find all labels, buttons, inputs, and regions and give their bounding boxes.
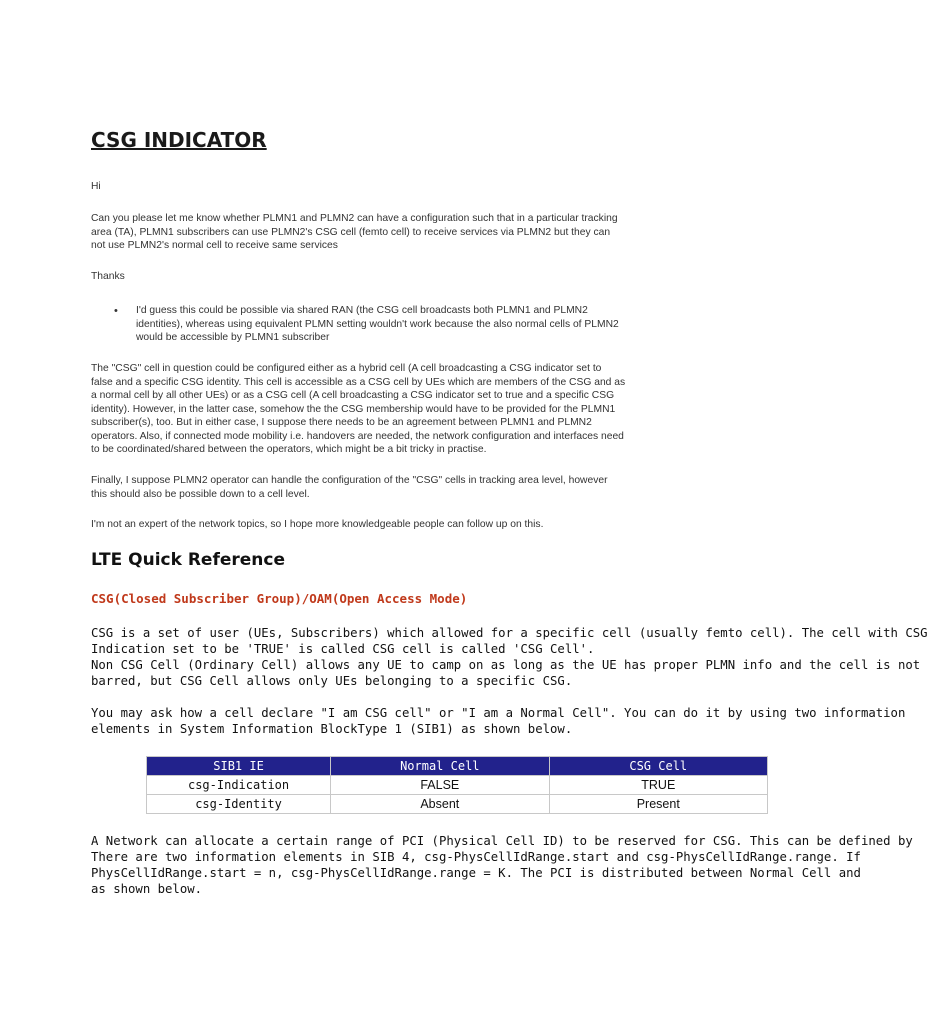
question-line: area (TA), PLMN1 subscribers can use PLMN2's CSG cell (femto cell) to receive services via PLMN2 but they can <box>91 226 611 238</box>
reference-paragraph-3 <box>91 833 913 897</box>
forum-paragraph-2 <box>91 474 608 501</box>
forum-paragraph-3: I'm not an expert of the network topics, so I hope more knowledgeable people can follow up on this. <box>91 519 544 530</box>
paragraph-line: Indication set to be 'TRUE' is called CSG cell is called 'CSG Cell'. <box>91 642 595 656</box>
paragraph-line: as shown below. <box>91 882 203 896</box>
table-header-cell: Normal Cell <box>331 757 549 776</box>
section-subheading: CSG(Closed Subscriber Group)/OAM(Open Access Mode) <box>91 591 468 606</box>
forum-thanks: Thanks <box>91 271 125 282</box>
document-title: CSG INDICATOR <box>91 128 267 152</box>
question-line: Can you please let me know whether PLMN1 and PLMN2 can have a configuration such that in a particular tracking <box>91 213 618 224</box>
forum-bullet <box>136 304 619 345</box>
bullet-line: identities), whereas using equivalent PLMN setting wouldn't work because the also normal cells of PLMN2 <box>136 318 619 330</box>
reference-paragraph-1 <box>91 625 928 689</box>
bullet-line: would be accessible by PLMN1 subscriber <box>136 332 330 343</box>
paragraph-line: false and a specific CSG identity. This cell is accessible as a CSG cell by UEs which are members of the CSG and as <box>91 376 626 388</box>
forum-paragraph-1 <box>91 362 625 457</box>
table-cell: Absent <box>331 795 549 814</box>
table-cell: Present <box>549 795 767 814</box>
paragraph-line: The "CSG" cell in question could be configured either as a hybrid cell (A cell broadcasting a CSG indicator set to <box>91 363 602 374</box>
sib1-table <box>146 756 768 814</box>
table-header-row <box>147 757 768 776</box>
table-row <box>147 795 768 814</box>
paragraph-line: PhysCellIdRange.start = n, csg-PhysCellIdRange.range = K. The PCI is distributed between Normal Cell and <box>91 866 861 880</box>
forum-greeting: Hi <box>91 181 101 192</box>
bullet-line: I'd guess this could be possible via shared RAN (the CSG cell broadcasts both PLMN1 and PLMN2 <box>136 305 588 316</box>
paragraph-line: CSG is a set of user (UEs, Subscribers) which allowed for a specific cell (usually femto cell). The cell with CSG <box>91 626 928 640</box>
table-row <box>147 776 768 795</box>
paragraph-line: A Network can allocate a certain range of PCI (Physical Cell ID) to be reserved for CSG. This can be defined by <box>91 834 913 848</box>
paragraph-line: barred, but CSG Cell allows only UEs belonging to a specific CSG. <box>91 674 573 688</box>
paragraph-line: identity). However, in the latter case, somehow the the CSG membership would have to be provided for the PLMN1 <box>91 403 616 415</box>
table-cell: TRUE <box>549 776 767 795</box>
paragraph-line: operators. Also, if connected mode mobility i.e. handovers are needed, the network configuration and interfaces need <box>91 430 624 442</box>
paragraph-line: subscriber(s), too. But in either case, I suppose there needs to be an agreement between PLMN1 and PLMN2 <box>91 417 592 428</box>
paragraph-line: Finally, I suppose PLMN2 operator can handle the configuration of the "CSG" cells in tracking area level, however <box>91 475 608 486</box>
paragraph-line: this should also be possible down to a cell level. <box>91 488 310 500</box>
paragraph-line: There are two information elements in SIB 4, csg-PhysCellIdRange.start and csg-PhysCellIdRange.range. If <box>91 850 861 864</box>
paragraph-line: elements in System Information BlockType 1 (SIB1) as shown below. <box>91 722 573 736</box>
paragraph-line: to be coordinated/shared between the operators, which might be a bit tricky in practise. <box>91 444 487 455</box>
table-cell: csg-Indication <box>147 776 331 795</box>
section-heading: LTE Quick Reference <box>91 550 285 570</box>
table-header-cell: SIB1 IE <box>147 757 331 776</box>
paragraph-line: Non CSG Cell (Ordinary Cell) allows any UE to camp on as long as the UE has proper PLMN info and the cell is not <box>91 658 921 672</box>
question-line: not use PLMN2's normal cell to receive same services <box>91 240 338 251</box>
paragraph-line: a normal cell by all other UEs) or as a CSG cell (A cell broadcasting a CSG indicator set to true and a specific CSG <box>91 390 615 401</box>
reference-paragraph-2 <box>91 705 905 737</box>
forum-question <box>91 212 618 253</box>
table-cell: FALSE <box>331 776 549 795</box>
bullet-icon: • <box>114 305 118 317</box>
table-cell: csg-Identity <box>147 795 331 814</box>
paragraph-line: You may ask how a cell declare "I am CSG cell" or "I am a Normal Cell". You can do it by using two information <box>91 706 906 720</box>
table-header-cell: CSG Cell <box>549 757 767 776</box>
